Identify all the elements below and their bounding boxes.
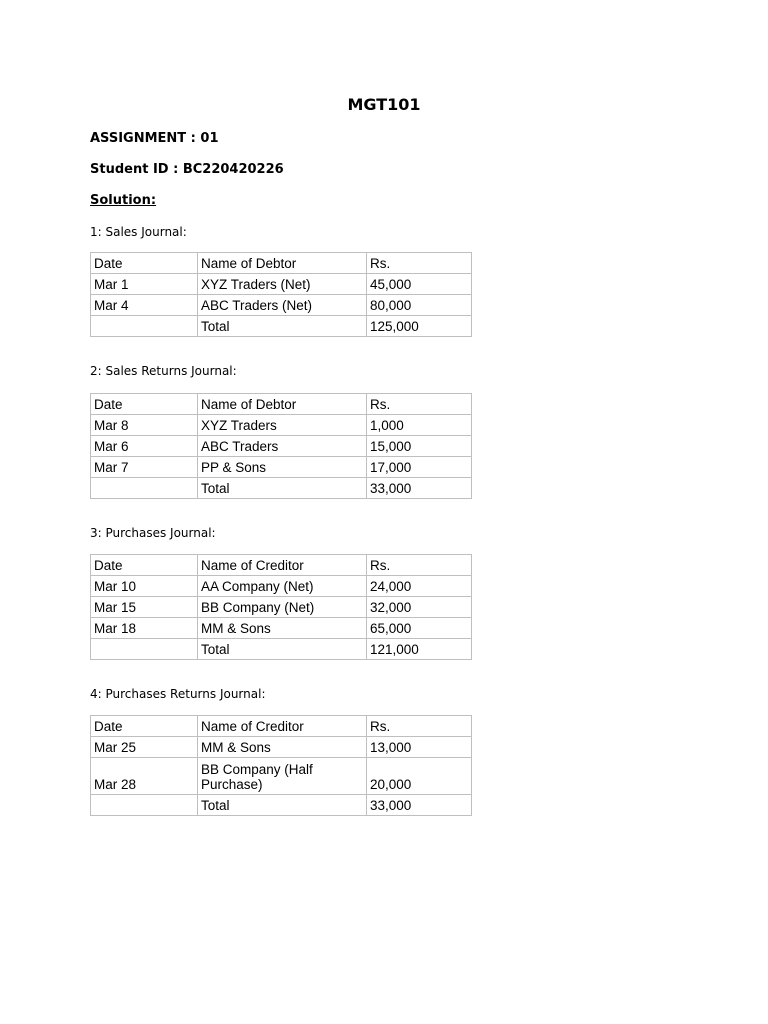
cell-date: Mar 15 bbox=[91, 597, 198, 618]
column-header-amount: Rs. bbox=[367, 555, 472, 576]
column-header-amount: Rs. bbox=[367, 253, 472, 274]
table-row bbox=[91, 758, 472, 795]
sales-returns-journal-label: 2: Sales Returns Journal: bbox=[90, 364, 237, 378]
purchases-returns-journal-label: 4: Purchases Returns Journal: bbox=[90, 687, 266, 701]
total-label: Total bbox=[198, 478, 367, 499]
table-row bbox=[91, 457, 472, 478]
column-header-date: Date bbox=[91, 716, 198, 737]
total-value: 33,000 bbox=[367, 478, 472, 499]
purchases-journal-label: 3: Purchases Journal: bbox=[90, 526, 216, 540]
table-row bbox=[91, 618, 472, 639]
document-title: MGT101 bbox=[347, 95, 421, 114]
cell-name: XYZ Traders (Net) bbox=[198, 274, 367, 295]
student-id-heading: Student ID : BC220420226 bbox=[90, 162, 284, 177]
cell-name: MM & Sons bbox=[198, 737, 367, 758]
cell-name: ABC Traders (Net) bbox=[198, 295, 367, 316]
table-row bbox=[91, 295, 472, 316]
column-header-amount: Rs. bbox=[367, 394, 472, 415]
cell-empty bbox=[91, 478, 198, 499]
cell-amount: 32,000 bbox=[367, 597, 472, 618]
sales-journal-label: 1: Sales Journal: bbox=[90, 225, 187, 239]
cell-empty bbox=[91, 316, 198, 337]
purchases-returns-journal-table bbox=[90, 715, 472, 816]
sales-journal-table bbox=[90, 252, 472, 337]
cell-date: Mar 7 bbox=[91, 457, 198, 478]
cell-amount: 65,000 bbox=[367, 618, 472, 639]
total-label: Total bbox=[198, 795, 367, 816]
total-row bbox=[91, 639, 472, 660]
total-label: Total bbox=[198, 316, 367, 337]
cell-date: Mar 10 bbox=[91, 576, 198, 597]
cell-empty bbox=[91, 639, 198, 660]
cell-date: Mar 8 bbox=[91, 415, 198, 436]
total-row bbox=[91, 478, 472, 499]
table-row bbox=[91, 274, 472, 295]
table-row bbox=[91, 436, 472, 457]
cell-amount: 24,000 bbox=[367, 576, 472, 597]
cell-amount: 17,000 bbox=[367, 457, 472, 478]
column-header-name: Name of Creditor bbox=[198, 716, 367, 737]
sales-returns-journal-table bbox=[90, 393, 472, 499]
table-header-row bbox=[91, 394, 472, 415]
cell-date: Mar 6 bbox=[91, 436, 198, 457]
column-header-date: Date bbox=[91, 253, 198, 274]
column-header-date: Date bbox=[91, 394, 198, 415]
total-value: 125,000 bbox=[367, 316, 472, 337]
total-label: Total bbox=[198, 639, 367, 660]
cell-amount: 13,000 bbox=[367, 737, 472, 758]
cell-name: PP & Sons bbox=[198, 457, 367, 478]
cell-date: Mar 4 bbox=[91, 295, 198, 316]
cell-amount: 1,000 bbox=[367, 415, 472, 436]
cell-name: XYZ Traders bbox=[198, 415, 367, 436]
purchases-journal-table bbox=[90, 554, 472, 660]
total-value: 33,000 bbox=[367, 795, 472, 816]
cell-amount: 15,000 bbox=[367, 436, 472, 457]
cell-date: Mar 1 bbox=[91, 274, 198, 295]
table-row bbox=[91, 415, 472, 436]
cell-date: Mar 18 bbox=[91, 618, 198, 639]
cell-name: AA Company (Net) bbox=[198, 576, 367, 597]
total-value: 121,000 bbox=[367, 639, 472, 660]
cell-name: BB Company (Net) bbox=[198, 597, 367, 618]
cell-name: MM & Sons bbox=[198, 618, 367, 639]
total-row bbox=[91, 316, 472, 337]
column-header-name: Name of Creditor bbox=[198, 555, 367, 576]
solution-heading: Solution: bbox=[90, 193, 157, 208]
table-header-row bbox=[91, 555, 472, 576]
column-header-date: Date bbox=[91, 555, 198, 576]
table-row bbox=[91, 737, 472, 758]
cell-name: ABC Traders bbox=[198, 436, 367, 457]
table-row bbox=[91, 597, 472, 618]
cell-date: Mar 28 bbox=[91, 758, 198, 795]
cell-amount: 80,000 bbox=[367, 295, 472, 316]
table-header-row bbox=[91, 716, 472, 737]
cell-name: BB Company (Half Purchase) bbox=[198, 758, 367, 795]
table-row bbox=[91, 576, 472, 597]
column-header-amount: Rs. bbox=[367, 716, 472, 737]
assignment-heading: ASSIGNMENT : 01 bbox=[90, 131, 219, 146]
table-header-row bbox=[91, 253, 472, 274]
total-row bbox=[91, 795, 472, 816]
cell-date: Mar 25 bbox=[91, 737, 198, 758]
cell-amount: 20,000 bbox=[367, 758, 472, 795]
column-header-name: Name of Debtor bbox=[198, 253, 367, 274]
column-header-name: Name of Debtor bbox=[198, 394, 367, 415]
cell-amount: 45,000 bbox=[367, 274, 472, 295]
cell-empty bbox=[91, 795, 198, 816]
